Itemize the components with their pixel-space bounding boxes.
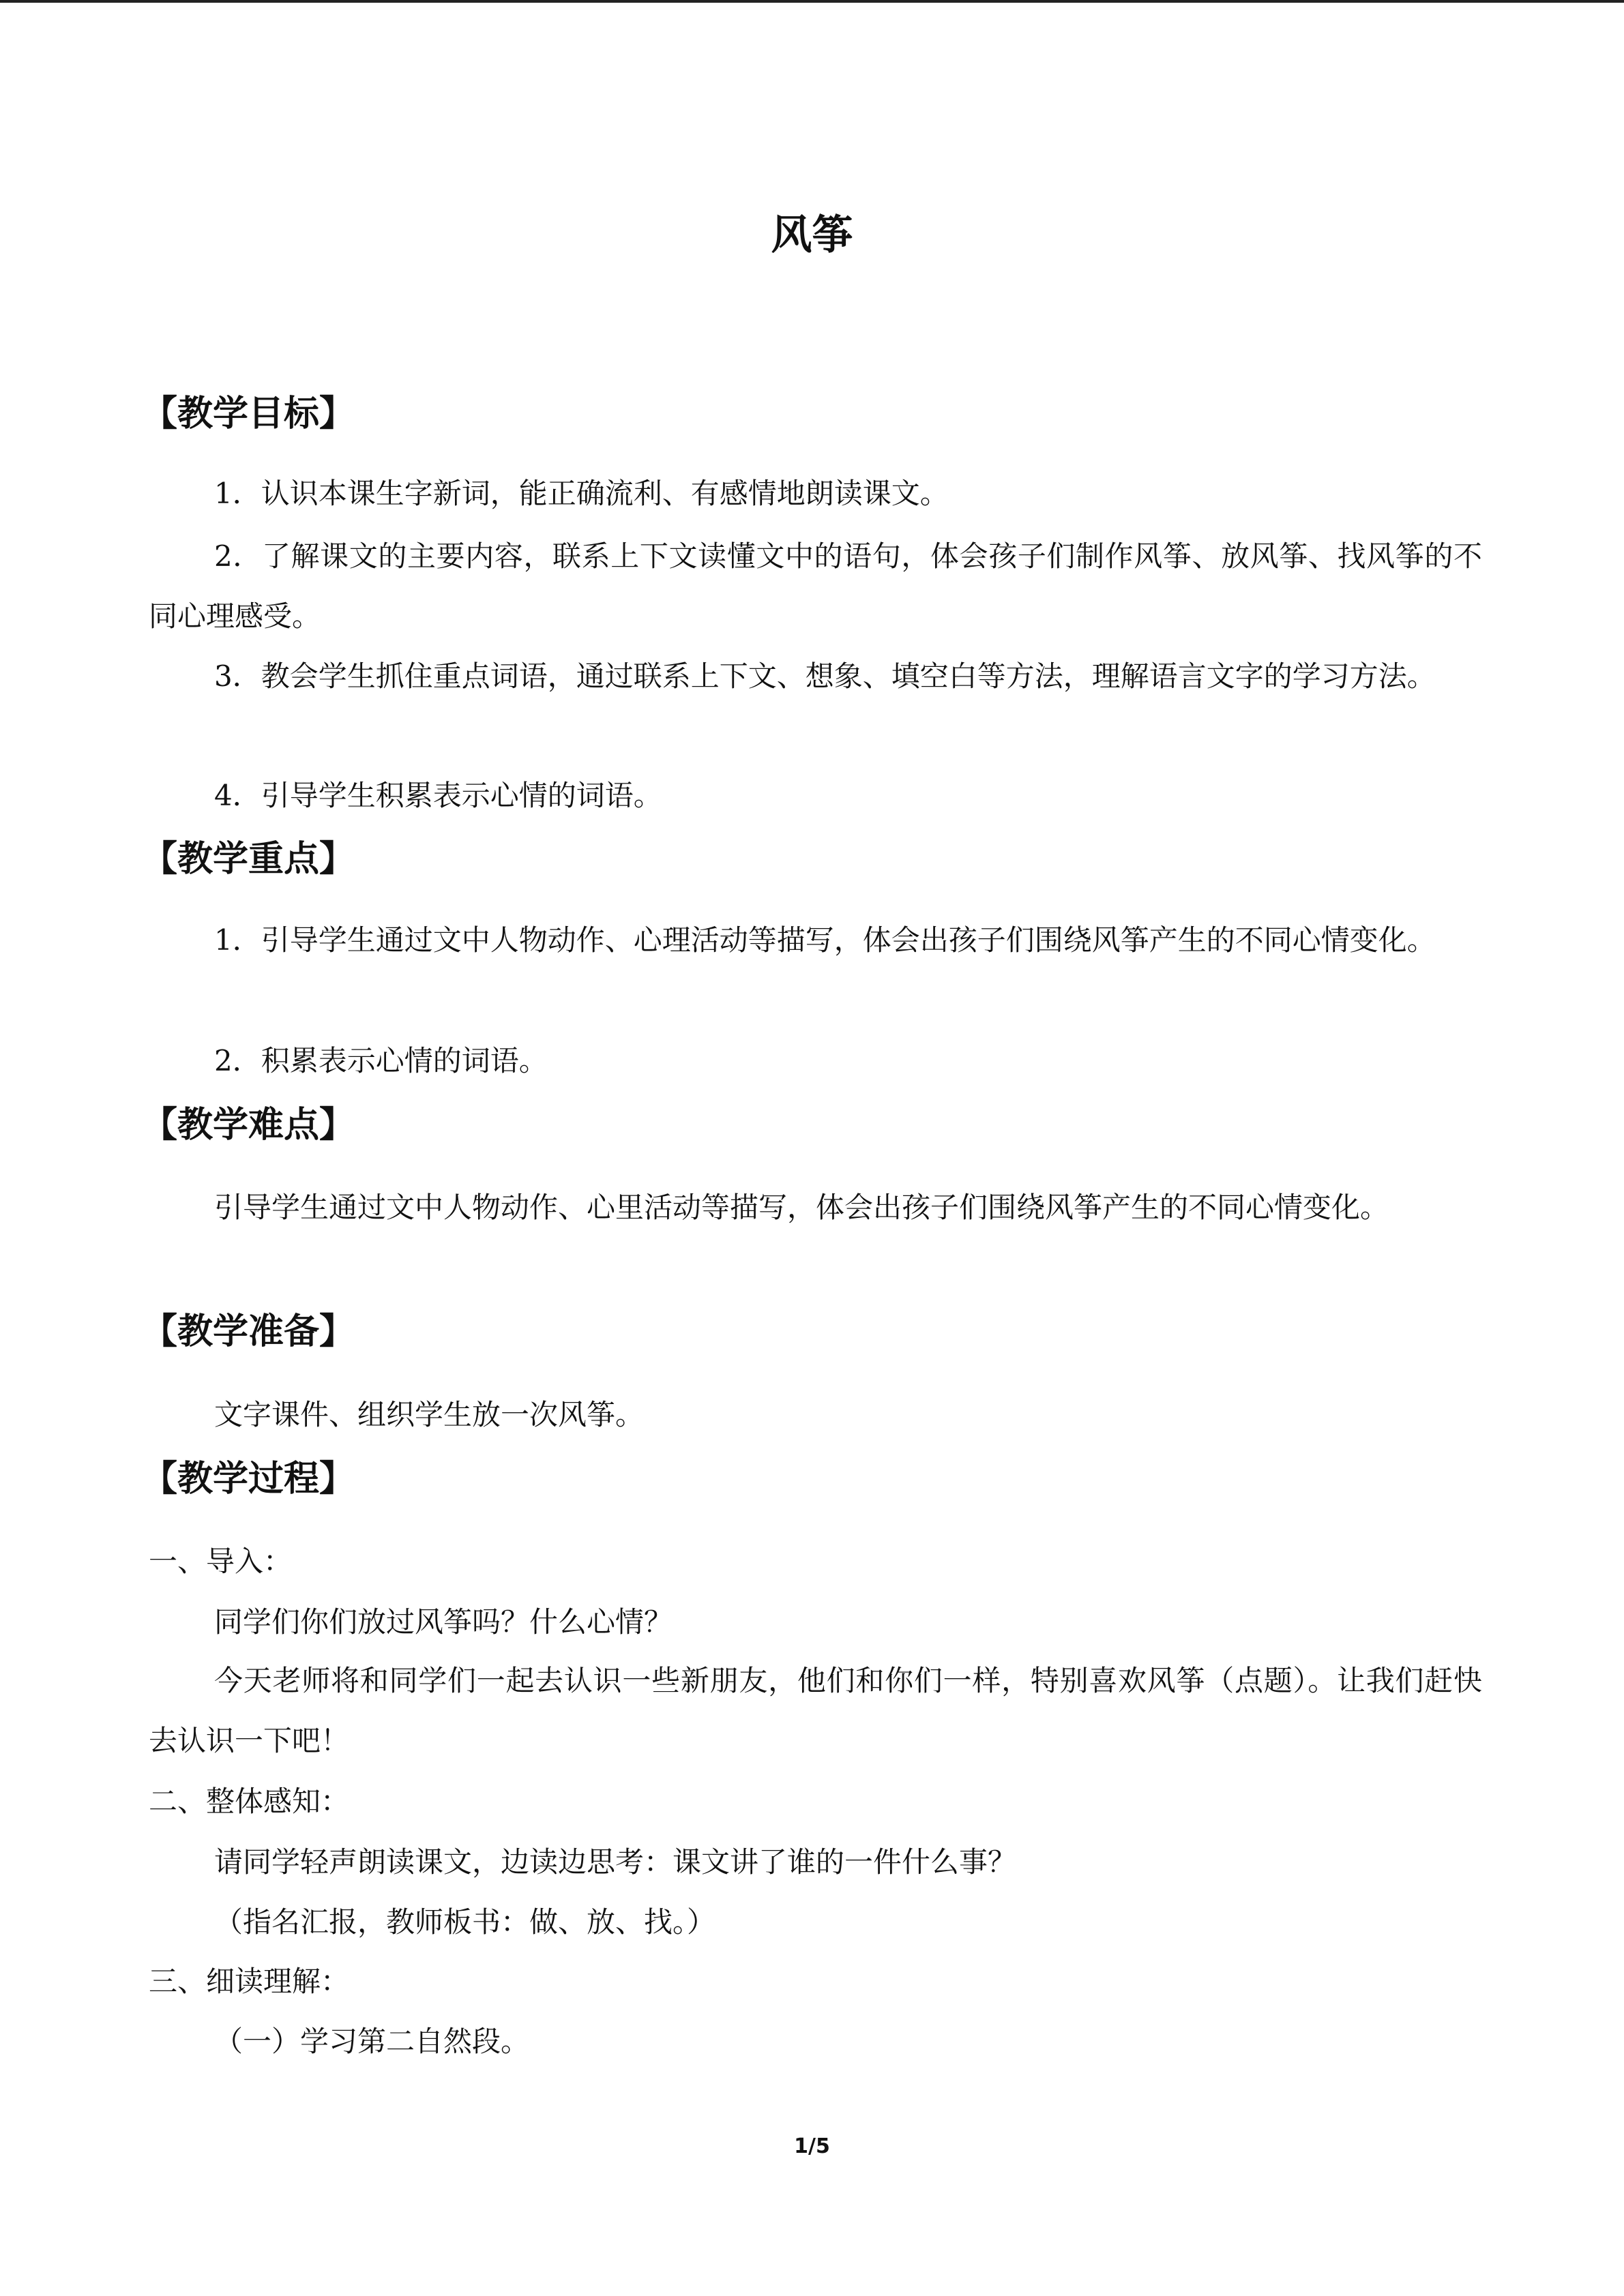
section-heading-process: 【教学过程】 xyxy=(142,1459,355,1500)
key-point-item-2: 2．积累表示心情的词语。 xyxy=(214,1044,548,1077)
objective-item-2: 2．了解课文的主要内容，联系上下文读懂文中的语句，体会孩子们制作风筝、放风筝、找风筝的不同心理感受。 xyxy=(149,539,1482,633)
section-heading-objectives: 【教学目标】 xyxy=(142,393,355,434)
document-title: 风筝 xyxy=(771,211,853,259)
key-point-item-1: 1．引导学生通过文中人物动作、心理活动等描写，体会出孩子们围绕风筝产生的不同心情变化。 xyxy=(214,923,1436,957)
section-heading-difficulties: 【教学难点】 xyxy=(142,1105,355,1146)
process-step2-line2: （指名汇报，教师板书：做、放、找。） xyxy=(214,1905,716,1939)
objective-item-1: 1．认识本课生字新词，能正确流利、有感情地朗读课文。 xyxy=(214,477,949,510)
process-step1-line1: 同学们你们放过风筝吗？什么心情？ xyxy=(214,1605,673,1639)
process-step1-line2: 今天老师将和同学们一起去认识一些新朋友，他们和你们一样，特别喜欢风筝（点题）。让我们赶快去认识一下吧！ xyxy=(149,1664,1482,1757)
process-step1-title: 一、导入： xyxy=(149,1545,293,1578)
preparation-item-1: 文字课件、组织学生放一次风筝。 xyxy=(214,1398,645,1431)
process-step2-line1: 请同学轻声朗读课文，边读边思考：课文讲了谁的一件什么事？ xyxy=(214,1845,1017,1879)
process-step2-title: 二、整体感知： xyxy=(149,1785,350,1818)
section-heading-key-points: 【教学重点】 xyxy=(142,839,355,880)
process-step3-title: 三、细读理解： xyxy=(149,1965,350,1998)
objective-item-4: 4．引导学生积累表示心情的词语。 xyxy=(214,779,662,812)
process-step3-sub: （一）学习第二自然段。 xyxy=(214,2025,530,2058)
page-top-border xyxy=(0,0,1624,3)
page-number: 1/5 xyxy=(794,2134,830,2158)
objective-item-3: 3．教会学生抓住重点词语，通过联系上下文、想象、填空白等方法，理解语言文字的学习方法。 xyxy=(214,659,1436,693)
difficulty-item-1: 引导学生通过文中人物动作、心里活动等描写，体会出孩子们围绕风筝产生的不同心情变化。 xyxy=(214,1191,1389,1224)
section-heading-preparation: 【教学准备】 xyxy=(142,1311,355,1352)
